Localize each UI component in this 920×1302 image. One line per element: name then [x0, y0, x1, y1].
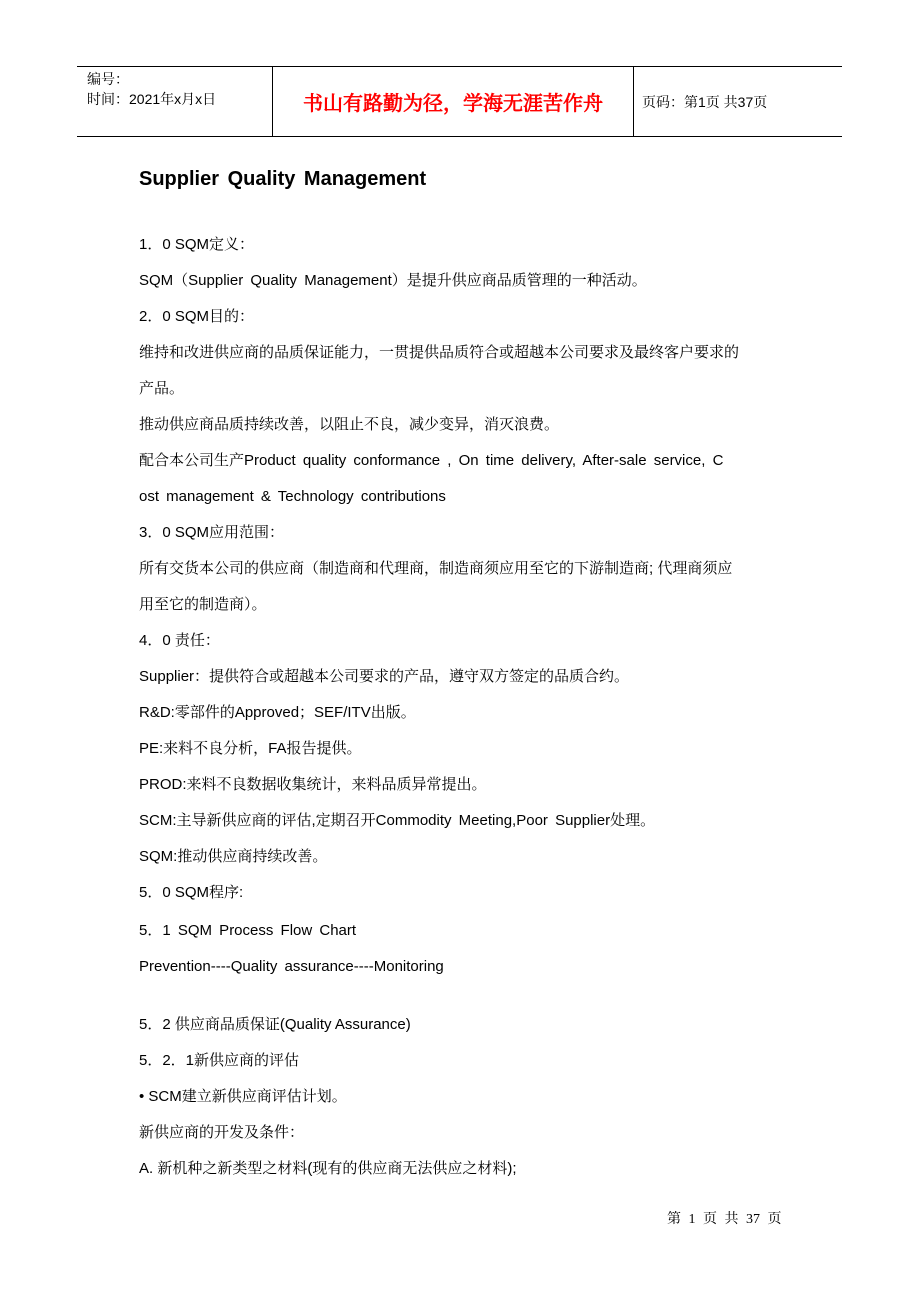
- header-meta: [77, 67, 272, 136]
- paragraph-line: 推动供应商品质持续改善，以阻止不良，减少变异，消灭浪费。: [139, 416, 560, 433]
- paragraph-line: ost management & Technology contributions: [139, 488, 446, 505]
- number-label: 编号：: [87, 71, 129, 87]
- paragraph-line: PE:来料不良分析，FA报告提供。: [139, 740, 362, 757]
- paragraph-line: 用至它的制造商）。: [139, 596, 267, 613]
- section-heading: 5．0 SQM程序:: [139, 884, 244, 901]
- section-heading: 3．0 SQM应用范围：: [139, 524, 285, 541]
- paragraph-line: PROD:来料不良数据收集统计，来料品质异常提出。: [139, 776, 487, 793]
- paragraph-line: SCM:主导新供应商的评估,定期召开Commodity Meeting,Poor Supplier处理。: [139, 812, 656, 829]
- paragraph-line: 配合本公司生产Product quality conformance , On time delivery, After-sale service, C: [139, 452, 724, 469]
- list-item: A. 新机种之新类型之材料(现有的供应商无法供应之材料);: [139, 1160, 517, 1177]
- page-header: [77, 66, 842, 137]
- section-heading: 4．0 责任：: [139, 632, 220, 649]
- paragraph-line: 新供应商的开发及条件：: [139, 1124, 305, 1141]
- time-label: 时间：2021年x月x日: [87, 91, 217, 107]
- document-title: Supplier Quality Management: [139, 168, 427, 190]
- list-item: • SCM建立新供应商评估计划。: [139, 1088, 347, 1105]
- paragraph-line: Prevention----Quality assurance----Monitoring: [139, 958, 444, 975]
- section-heading: 2．0 SQM目的：: [139, 308, 255, 325]
- section-heading: 5．2．1新供应商的评估: [139, 1052, 300, 1069]
- header-page-number: 页码：第1页 共37页: [642, 93, 768, 110]
- page-footer: 第 1 页 共 37 页: [667, 1212, 782, 1227]
- paragraph-line: R&D:零部件的Approved；SEF/ITV出版。: [139, 704, 416, 721]
- section-heading: 1．0 SQM定义：: [139, 236, 255, 253]
- section-heading: 5．1 SQM Process Flow Chart: [139, 922, 357, 939]
- paragraph-line: Supplier：提供符合或超越本公司要求的产品，遵守双方签定的品质合约。: [139, 668, 630, 685]
- paragraph-line: 所有交货本公司的供应商（制造商和代理商，制造商须应用至它的下游制造商; 代理商须应: [139, 560, 733, 577]
- paragraph-line: 产品。: [139, 380, 185, 397]
- section-heading: 5．2 供应商品质保证(Quality Assurance): [139, 1016, 411, 1033]
- header-motto: 书山有路勤为径，学海无涯苦作舟: [272, 67, 634, 136]
- paragraph-line: SQM:推动供应商持续改善。: [139, 848, 328, 865]
- paragraph-line: 维持和改进供应商的品质保证能力，一贯提供品质符合或超越本公司要求及最终客户要求的: [139, 344, 740, 361]
- paragraph-line: SQM（Supplier Quality Management）是提升供应商品质管理的一种活动。: [139, 272, 647, 289]
